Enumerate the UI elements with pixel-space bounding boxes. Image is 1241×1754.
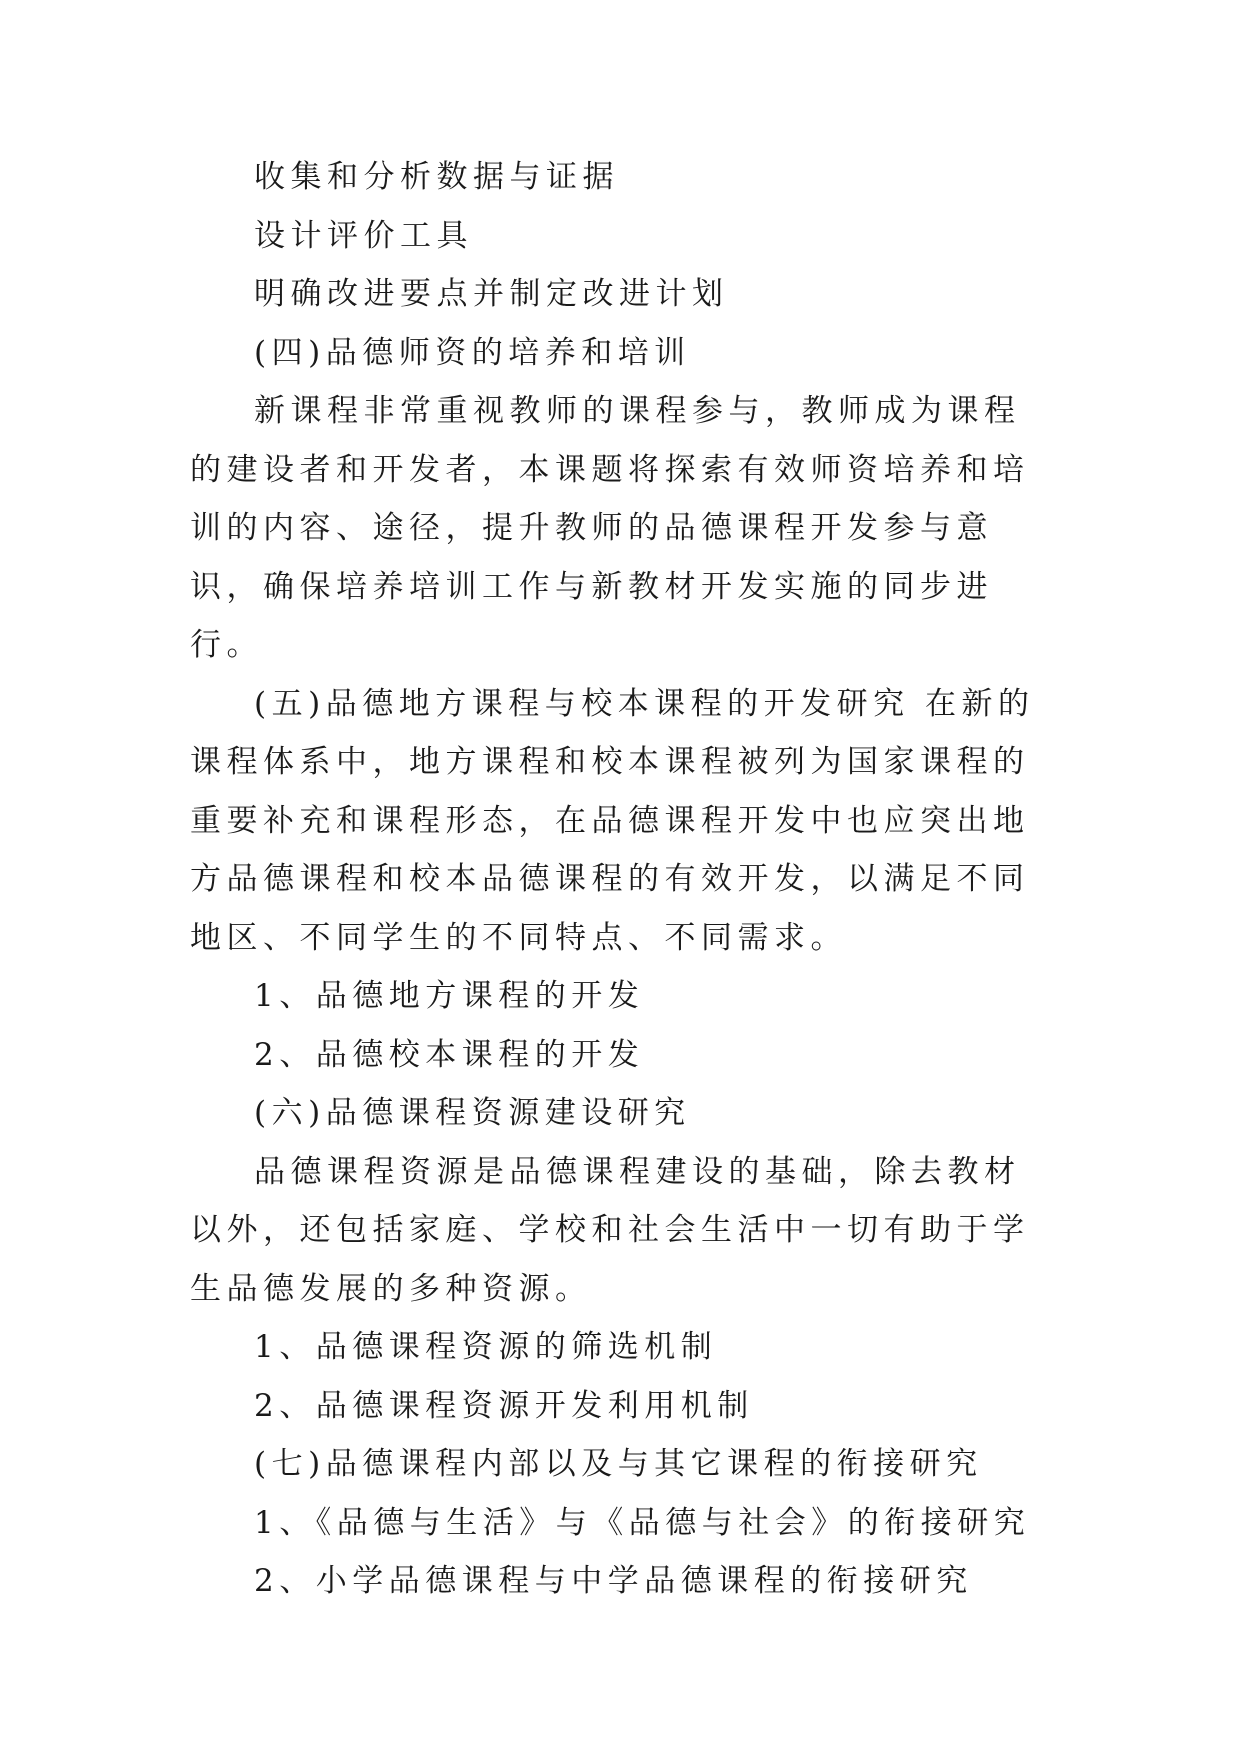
list-item-1: 1、品德地方课程的开发 <box>254 978 645 1014</box>
paragraph-2: 设计评价工具 <box>254 217 473 254</box>
list-item-2: 2、品德校本课程的开发 <box>254 1036 645 1073</box>
list-item-3: 1、品德课程资源的筛选机制 <box>254 1329 718 1365</box>
list-item-4: 2、品德课程资源开发利用机制 <box>254 1387 754 1424</box>
paragraph-5: 新课程非常重视教师的课程参与，教师成为课程的建设者和开发者，本课题将探索有效师资培养和培训的内容、途径，提升教师的品德课程开发参与意识，确保培养培训工作与新教材开发实施的同步进行。 <box>190 393 1030 663</box>
section-heading-7: (七)品德课程内部以及与其它课程的衔接研究 <box>254 1446 983 1482</box>
document-page <box>190 148 1052 1611</box>
section-heading-6: (六)品德课程资源建设研究 <box>254 1095 691 1131</box>
paragraph-10: 品德课程资源是品德课程建设的基础，除去教材以外，还包括家庭、学校和社会生活中一切有助于学生品德发展的多种资源。 <box>190 1153 1030 1307</box>
list-item-6: 2、小学品德课程与中学品德课程的衔接研究 <box>254 1563 973 1599</box>
paragraph-3: 明确改进要点并制定改进计划 <box>254 276 729 312</box>
list-item-5: 1、《品德与生活》与《品德与社会》的衔接研究 <box>254 1504 1031 1541</box>
paragraph-1: 收集和分析数据与证据 <box>254 159 619 195</box>
section-heading-5: (五)品德地方课程与校本课程的开发研究 在新的课程体系中，地方课程和校本课程被列为国家课程的重要补充和课程形态，在品德课程开发中也应突出地方品德课程和校本品德课程的有效开发，以满足不同地区、不同学生的不同特点、不同需求。 <box>190 685 1035 956</box>
section-heading-4: (四)品德师资的培养和培训 <box>254 334 691 371</box>
